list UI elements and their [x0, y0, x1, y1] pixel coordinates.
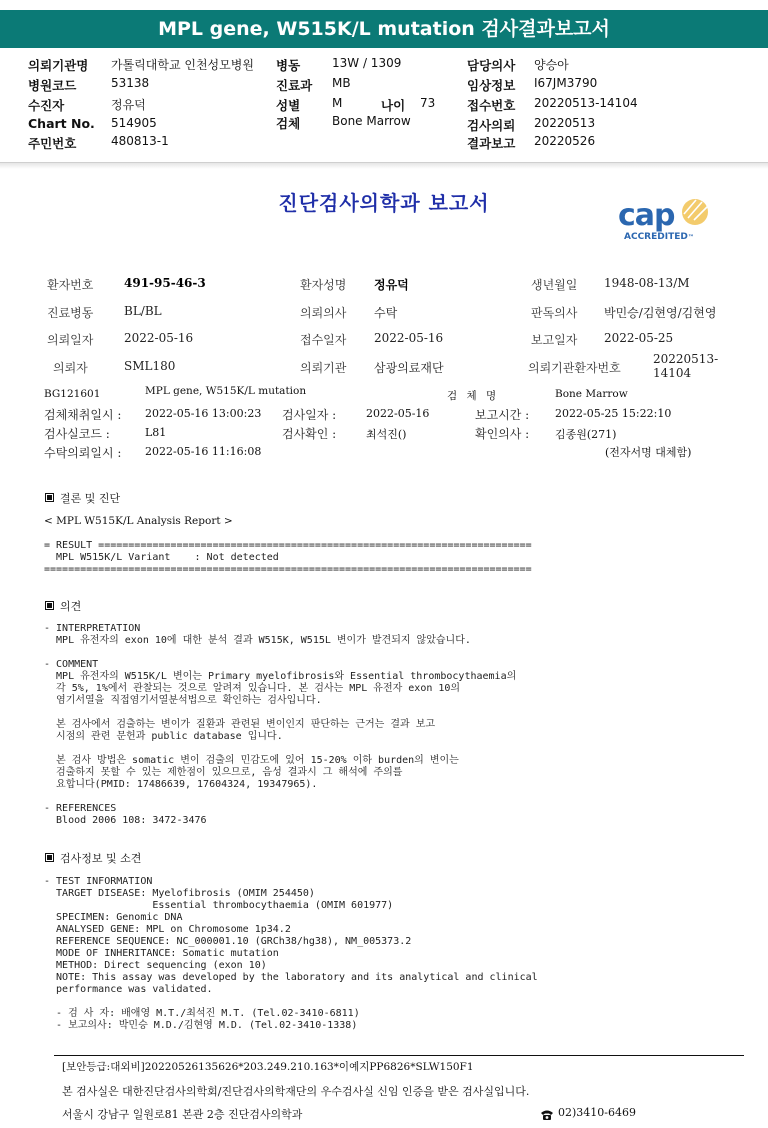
- patient-birthdate: 1948-08-13/M: [604, 276, 690, 290]
- references-block: - REFERENCES Blood 2006 108: 3472-3476: [44, 803, 207, 826]
- footer-divider: [54, 1055, 744, 1056]
- header-value: 20220513: [534, 116, 596, 130]
- section-opinion: [45, 598, 81, 614]
- header-value: 13W / 1309: [332, 56, 402, 70]
- header-label: 검사의뢰: [467, 118, 516, 133]
- section-bullet-icon: [45, 493, 54, 502]
- certification-note: 본 검사실은 대한진단검사의학회/진단검사의학재단의 우수검사실 신임 인증을 받은 검사실입니다.: [62, 1085, 530, 1098]
- cap-tm: ™: [687, 234, 694, 241]
- header-value: 480813-1: [111, 134, 169, 148]
- header-label: 병원코드: [28, 78, 77, 93]
- specimen-value: Bone Marrow: [555, 388, 628, 400]
- patient-label: 생년월일: [531, 278, 578, 292]
- comment-block: - COMMENT MPL 유전자의 W515K/L 변이는 Primary myelofibrosis와 Essential thrombocythaemia의 각 5%, 1%에서 관찰되는 것으로 알려져 있습니다. 본 검사는 MPL 유전자 exon 10의 염기서열을 직접염기서열분석법으로 확인하는 검사입니다. 본 검사에서 검출하는 변이가 질환과 관련된 변이인지 판단하는 근거는 결과 보고 시점의 관련 문헌과 public database 입니다. 본 검사 방법은 somatic 변이 검출의 민감도에 있어 15-20% 이하 burden의 변이는 검출하지 못할 수 있는 제한점이 있으므로, 음성 결과시 그 해석에 주의를 요합니다(PMID: 17486639, 17604324, 19347965).: [44, 659, 517, 790]
- header-value: Bone Marrow: [332, 114, 411, 128]
- patient-label: 의뢰기관환자번호: [528, 361, 621, 375]
- interpretation-block: - INTERPRETATION MPL 유전자의 exon 10에 대한 분석 결과 W515K, W515L 변이가 발견되지 않았습니다.: [44, 623, 471, 646]
- header-value: 양승아: [534, 58, 569, 72]
- header-value: MB: [332, 76, 351, 90]
- exam-confirm-value: 최석진(): [366, 428, 407, 441]
- header-label: 결과보고: [467, 136, 516, 151]
- patient-label: 의뢰일자: [47, 333, 94, 347]
- exam-date-label: 검사일자 :: [282, 408, 337, 422]
- outsource-value: 2022-05-16 11:16:08: [145, 445, 262, 458]
- patient-label: 접수일자: [300, 333, 347, 347]
- header-label: 나이: [381, 98, 406, 113]
- outsource-label: 수탁의뢰일시 :: [44, 446, 122, 460]
- section-opinion-title: 의견: [60, 600, 82, 613]
- test-information-block: - TEST INFORMATION TARGET DISEASE: Myelofibrosis (OMIM 254450) Essential thrombocythaemia (OMIM 601977) SPECIMEN: Genomic DNA ANALYSED GENE: MPL on Chromosome 1p34.2 REFERENCE SEQUENCE: NC_000001.10 (GRCh38/hg38), NM_005373.2 MODE OF INHERITANCE: Somatic mutation METHOD: Direct sequencing (exon 10) NOTE: This assay was developed by the laboratory and its analytical and clinical performance was validated.: [44, 876, 538, 995]
- header-value: M: [332, 96, 343, 110]
- patient-request-date: 2022-05-16: [124, 331, 194, 345]
- telephone-glyph: [540, 1109, 554, 1121]
- collect-value: 2022-05-16 13:00:23: [145, 407, 262, 420]
- report-title: 진단검사의학과 보고서: [278, 191, 490, 215]
- patient-receipt-date: 2022-05-16: [374, 331, 444, 345]
- header-label: 병동: [276, 58, 301, 73]
- section-test-information-title: 검사정보 및 소견: [60, 852, 142, 865]
- patient-label: 진료병동: [47, 306, 94, 320]
- section-conclusion: [45, 490, 120, 506]
- cap-logo-text: cap: [618, 198, 675, 233]
- result-block: = RESULT ======================================================================== MPL W515K/L Variant : Not detected =================================================================================: [44, 540, 532, 575]
- header-label: 의뢰기관명: [28, 58, 89, 73]
- report-time-value: 2022-05-25 15:22:10: [555, 407, 672, 420]
- patient-label: 판독의사: [531, 306, 578, 320]
- header-value: 53138: [111, 76, 150, 90]
- analysis-report-title: < MPL W515K/L Analysis Report >: [44, 515, 233, 527]
- esign-note: (전자서명 대체함): [605, 446, 692, 459]
- patient-institution-patient-number: 20220513-: [653, 352, 719, 366]
- header-value: 정유덕: [111, 98, 146, 112]
- cap-accredited-text: [624, 232, 694, 242]
- header-label: 임상정보: [467, 78, 516, 93]
- cap-accredited-logo: [618, 196, 728, 246]
- patient-label: 의뢰자: [53, 361, 88, 375]
- header-value: 73: [420, 96, 436, 110]
- patient-label: 환자성명: [300, 278, 347, 292]
- telephone-icon: [540, 1106, 554, 1118]
- collect-label: 검체채취일시 :: [44, 408, 122, 422]
- patient-label: 의뢰기관: [300, 361, 347, 375]
- lab-code-value: L81: [145, 426, 167, 439]
- patient-label: 보고일자: [531, 333, 578, 347]
- test-code: BG121601: [44, 388, 101, 400]
- confirm-doctor-value: 김종원(271): [555, 428, 617, 441]
- header-value: 20220513-14104: [534, 96, 638, 110]
- header-label: 담당의사: [467, 58, 516, 73]
- cap-accredited-word: ACCREDITED: [624, 232, 688, 242]
- confirm-doctor-label: 확인의사 :: [475, 427, 530, 441]
- section-test-information: [45, 850, 141, 866]
- patient-name: 정유덕: [374, 278, 409, 292]
- test-name: MPL gene, W515K/L mutation: [145, 385, 307, 397]
- patient-label: 의뢰의사: [300, 306, 347, 320]
- header-divider-shadow: [0, 163, 768, 169]
- signers-block: - 검 사 자: 배애영 M.T./최석진 M.T. (Tel.02-3410-6811) - 보고의사: 박민승 M.D./김현영 M.D. (Tel.02-3410-1338): [56, 1008, 360, 1031]
- header-value: I67JM3790: [534, 76, 598, 90]
- report-banner-title: MPL gene, W515K/L mutation 검사결과보고서: [0, 10, 768, 48]
- patient-requesting-institution: 삼광의료재단: [374, 361, 444, 375]
- section-bullet-icon: [45, 853, 54, 862]
- security-line: [보안등급:대외비]20220526135626*203.249.210.163*이예지PP6826*SLW150F1: [62, 1061, 474, 1073]
- lab-code-label: 검사실코드 :: [44, 427, 110, 441]
- section-bullet-icon: [45, 601, 54, 610]
- header-label: 접수번호: [467, 98, 516, 113]
- patient-label: 환자번호: [47, 278, 94, 292]
- header-value: 가톨릭대학교 인천성모병원: [111, 58, 254, 72]
- header-label: 검체: [276, 116, 301, 131]
- report-time-label: 보고시간 :: [475, 408, 530, 422]
- patient-requester: SML180: [124, 359, 176, 373]
- header-value: 20220526: [534, 134, 596, 148]
- patient-reading-doctors: 박민승/김현영/김현영: [604, 306, 717, 320]
- section-conclusion-title: 결론 및 진단: [60, 492, 121, 505]
- exam-date-value: 2022-05-16: [366, 407, 430, 420]
- header-label: 주민번호: [28, 136, 77, 151]
- patient-number: 491-95-46-3: [124, 276, 206, 290]
- header-label: Chart No.: [28, 116, 95, 131]
- specimen-label: 검 체 명: [447, 390, 500, 402]
- header-label: 성별: [276, 98, 301, 113]
- patient-institution-patient-number-cont: 14104: [653, 366, 692, 380]
- header-label: 진료과: [276, 78, 313, 93]
- patient-ward: BL/BL: [124, 304, 162, 318]
- lab-phone: 02)3410-6469: [558, 1106, 636, 1119]
- exam-confirm-label: 검사확인 :: [282, 427, 337, 441]
- header-label: 수진자: [28, 98, 65, 113]
- header-value: 514905: [111, 116, 157, 130]
- patient-report-date: 2022-05-25: [604, 331, 674, 345]
- lab-address: 서울시 강남구 일원로81 본관 2층 진단검사의학과: [62, 1108, 303, 1121]
- patient-requesting-doctor: 수탁: [374, 306, 398, 320]
